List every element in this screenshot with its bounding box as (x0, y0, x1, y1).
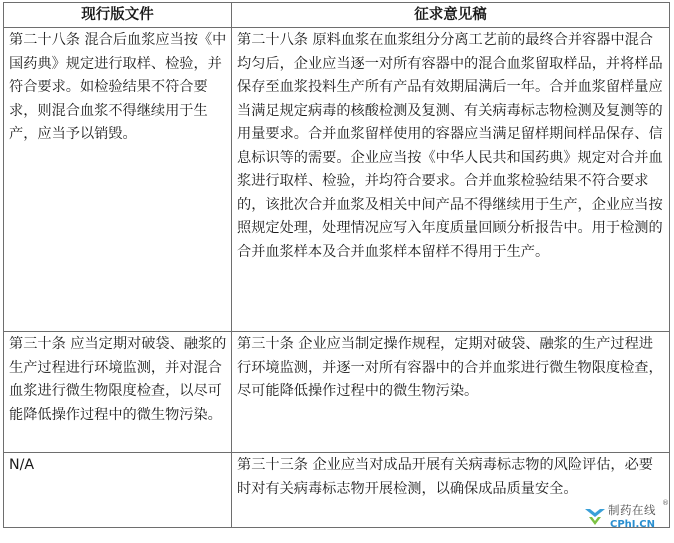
table-row (4, 332, 670, 453)
header-current-version: 现行版文件 (4, 3, 232, 28)
table-row (4, 28, 670, 332)
cphi-watermark-logo (580, 497, 674, 539)
cell-draft-article-28: 第二十八条 原料血浆在血浆组分分离工艺前的最终合并容器中混合均匀后，企业应当逐一对所有容器中的混合血浆留取样品，并将样品保存至血浆投料生产所有产品有效期届满后一年。合并血浆留样量应当满足规定病毒的核酸检测及复测、有关病毒标志物检测及复测等的用量要求。合并血浆留样使用的容器应当满足留样期间样品保存、信息标识等的需要。企业应当按《中华人民共和国药典》规定对合并血浆进行取样、检验，并均符合要求。合并血浆检验结果不符合要求的，该批次合并血浆及相关中间产品不得继续用于生产，企业应当按照规定处理，处理情况应写入年度质量回顾分析报告中。用于检测的合并血浆样本及合并血浆样本留样不得用于生产。 (232, 28, 670, 332)
cell-current-article-30: 第三十条 应当定期对破袋、融浆的生产过程进行环境监测，并对混合血浆进行微生物限度检查，以尽可能降低操作过程中的微生物污染。 (4, 332, 232, 453)
cphi-logo-icon (583, 505, 607, 527)
table-header-row (4, 3, 670, 28)
cell-draft-article-30: 第三十条 企业应当制定操作规程，定期对破袋、融浆的生产过程进行环境监测，并逐一对所有容器中的合并血浆进行微生物限度检查，尽可能降低操作过程中的微生物污染。 (232, 332, 670, 453)
cell-draft-article-33: 第三十三条 企业应当对成品开展有关病毒标志物的风险评估，必要时对有关病毒标志物开展检测，以确保成品质量安全。 (232, 453, 670, 528)
watermark-brand-en: CPhI.CN (610, 519, 656, 530)
cell-current-na: N/A (4, 453, 232, 528)
cell-current-article-28: 第二十八条 混合后血浆应当按《中国药典》规定进行取样、检验，并符合要求。如检验结果不符合要求，则混合血浆不得继续用于生产，应当予以销毁。 (4, 28, 232, 332)
watermark-registered-mark: ® (662, 499, 669, 507)
watermark-brand-cn: 制药在线 (608, 503, 656, 517)
header-draft-version: 征求意见稿 (232, 3, 670, 28)
table-row (4, 453, 670, 528)
comparison-table (3, 2, 670, 528)
